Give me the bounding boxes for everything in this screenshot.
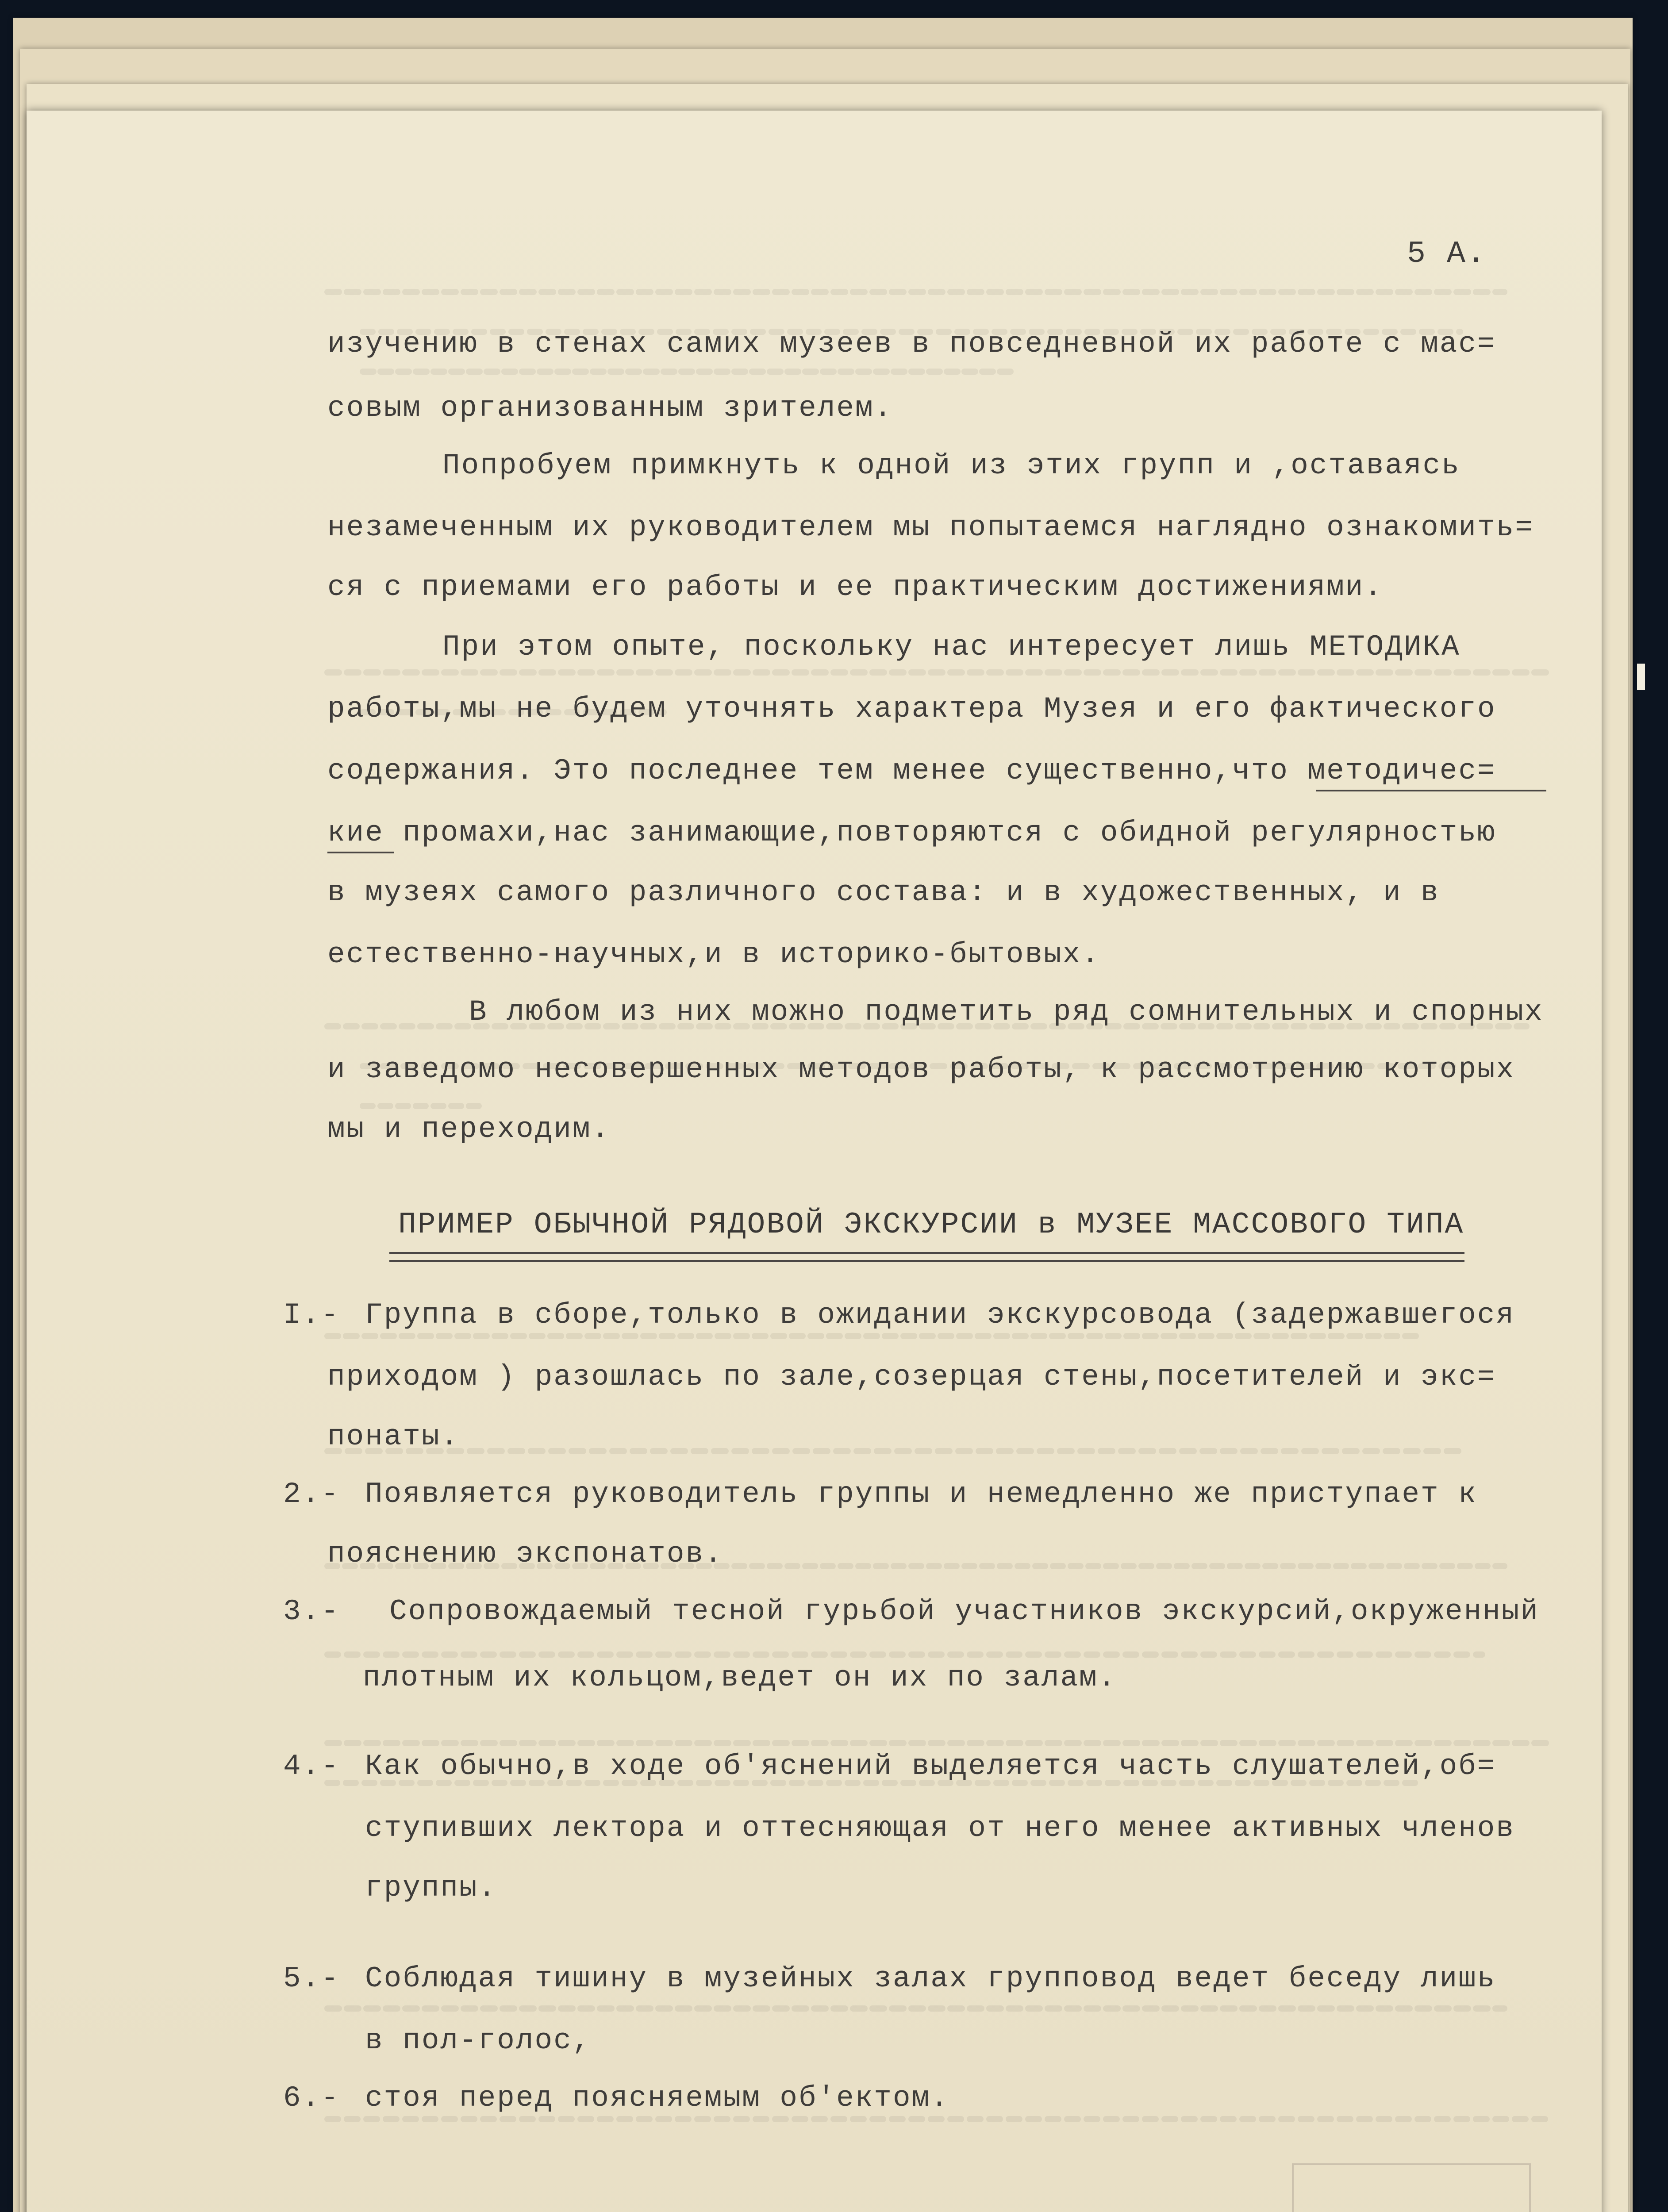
paragraph-line: При этом опыте, поскольку нас интересует лишь МЕТОДИКА bbox=[442, 630, 1460, 664]
list-item-line: плотным их кольцом,ведет он их по залам. bbox=[363, 1661, 1117, 1694]
list-item-line: Группа в сборе,только в ожидании экскурсовода (задержавшегося bbox=[365, 1298, 1515, 1332]
list-item-number: 3.- bbox=[283, 1595, 340, 1628]
paragraph-line: содержания. Это последнее тем менее существенно,что методичес= bbox=[327, 754, 1496, 787]
section-heading: ПРИМЕР ОБЫЧНОЙ РЯДОВОЙ ЭКСКУРСИИ в МУЗЕЕ МАССОВОГО ТИПА bbox=[398, 1208, 1464, 1242]
underline bbox=[327, 852, 394, 853]
list-item-line: Появляется руководитель группы и немедленно же приступает к bbox=[365, 1478, 1477, 1511]
page-number: 5 A. bbox=[1407, 237, 1487, 272]
paragraph-line: В любом из них можно подметить ряд сомнительных и спорных bbox=[469, 995, 1544, 1029]
list-item-line: ступивших лектора и оттесняющая от него менее активных членов bbox=[365, 1812, 1515, 1845]
list-item-line: приходом ) разошлась по зале,созерцая стены,посетителей и экс= bbox=[327, 1360, 1496, 1394]
paragraph-line: незамеченным их руководителем мы попытаемся наглядно ознакомить= bbox=[327, 511, 1534, 544]
signature-scribble bbox=[1310, 2208, 1478, 2212]
paragraph-line: изучению в стенах самих музеев в повседневной их работе с мас= bbox=[327, 327, 1496, 361]
underline bbox=[1316, 790, 1546, 791]
list-item-line: Сопровождаемый тесной гурьбой участников экскурсий,окруженный bbox=[389, 1595, 1539, 1628]
list-item-line: Как обычно,в ходе об'яснений выделяется часть слушателей,об= bbox=[365, 1750, 1496, 1783]
page-edge-tab bbox=[1637, 664, 1645, 690]
list-item-number: 6.- bbox=[283, 2081, 340, 2115]
list-item-line: Соблюдая тишину в музейных залах групповод ведет беседу лишь bbox=[365, 1962, 1496, 1995]
list-item-line: понаты. bbox=[327, 1420, 460, 1453]
list-item-number: 5.- bbox=[283, 1962, 340, 1995]
paragraph-line: в музеях самого различного состава: и в художественных, и в bbox=[327, 876, 1440, 909]
list-item-line: в пол-голос, bbox=[365, 2024, 592, 2057]
list-item-line: пояснению экспонатов. bbox=[327, 1537, 723, 1571]
list-item-number: 4.- bbox=[283, 1750, 340, 1783]
paragraph-line: естественно-научных,и в историко-бытовых. bbox=[327, 938, 1100, 971]
list-item-line: стоя перед поясняемым об'ектом. bbox=[365, 2081, 949, 2115]
paragraph-line: Попробуем примкнуть к одной из этих групп и ,оставаясь bbox=[442, 449, 1460, 482]
paragraph-line: совым организованным зрителем. bbox=[327, 392, 893, 425]
list-item-line: группы. bbox=[365, 1871, 497, 1905]
paragraph-line: кие промахи,нас занимающие,повторяются с обидной регулярностью bbox=[327, 816, 1496, 849]
heading-double-underline bbox=[389, 1252, 1464, 1262]
list-item-number: 2.- bbox=[283, 1478, 340, 1511]
list-item-number: I.- bbox=[283, 1298, 340, 1332]
paragraph-line: и заведомо несовершенных методов работы, к рассмотрению которых bbox=[327, 1053, 1515, 1086]
paragraph-line: мы и переходим. bbox=[327, 1113, 611, 1146]
paragraph-line: ся с приемами его работы и ее практическим достижениями. bbox=[327, 571, 1383, 604]
paragraph-line: работы,мы не будем уточнять характера Музея и его фактического bbox=[327, 692, 1496, 726]
archive-stamp bbox=[1292, 2163, 1531, 2212]
